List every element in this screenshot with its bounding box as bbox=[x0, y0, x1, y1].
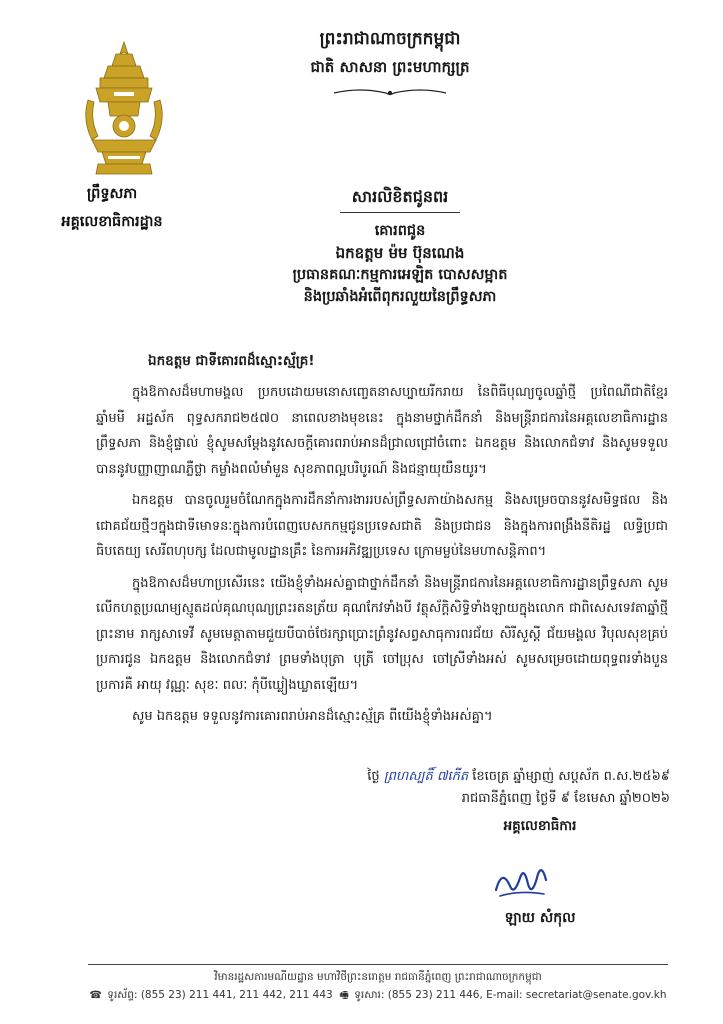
footer-address: វិមានរដ្ឋសភារមណីយដ្ឋាន មហាវិថីព្រះនរោត្តម រាជធានីភ្នំពេញ ព្រះរាជាណាចក្រកម្ពុជា bbox=[214, 971, 542, 983]
recipient-title-line2: និងប្រឆាំងអំពើពុករលួយនៃព្រឹទ្ធសភា bbox=[303, 289, 497, 305]
national-motto: ជាតិ សាសនា ព្រះមហាក្សត្រ bbox=[310, 58, 470, 76]
closing-line: សូម ឯកឧត្តម ទទួលនូវការគោរពរាប់អានដ៏ស្មោះស្ម័គ្រ ពីយើងខ្ញុំទាំងអស់គ្នា។ bbox=[132, 709, 493, 724]
senate-emblem-graphic bbox=[78, 40, 170, 176]
lunar-date-handwritten: ព្រហស្បតិ៍ ៧កើត bbox=[383, 769, 469, 784]
phone-icon: ☎ bbox=[89, 990, 102, 1001]
institution-name: ព្រឹទ្ធសភា bbox=[86, 186, 138, 202]
fax-number: (855 23) 211 446, bbox=[387, 989, 483, 1001]
signatory-name: ឡាយ សំកុល bbox=[504, 910, 576, 926]
date-block bbox=[330, 766, 670, 810]
recipient-name: ឯកឧត្តម ម៉ម ប៊ុនណេង bbox=[335, 244, 465, 262]
fax-icon: 🖷 bbox=[339, 990, 349, 1001]
fax-label: ទូរសារ: bbox=[354, 989, 385, 1001]
phone-numbers: (855 23) 211 441, 211 442, 211 443 bbox=[140, 989, 333, 1001]
letter-body bbox=[96, 346, 668, 730]
lunar-date-rest: ខែចេត្រ ឆ្នាំម្សាញ់ សប្តស័ក ព.ស.២៥៦៩ bbox=[472, 769, 670, 784]
senate-emblem bbox=[78, 40, 170, 176]
salutation: ឯកឧត្តម ជាទីគោរពដ៏ស្មោះស្ម័គ្រ! bbox=[148, 353, 315, 369]
letter-heading bbox=[140, 182, 660, 308]
phone-label: ទូរស័ព្ទ: bbox=[107, 989, 138, 1001]
body-paragraph-3: ក្នុងឱកាសដ៏មហាប្រសើរនេះ យើងខ្ញុំទាំងអស់គ្នាជាថ្នាក់ដឹកនាំ និងមន្ត្រីរាជការនៃអគ្គលេខាធិការដ្ឋានព្រឹទ្ធសភា សូមលើកហត្ថប្រណម្យស្មូតដល់គុណបុណ្យព្រះរតនត្រ័យ គុណកែវទាំងបី វត្ថុស័ក្តិសិទ្ធិទាំងឡាយក្នុងលោក ជាពិសេសទេវតាឆ្នាំថ្មីព្រះនាម រាក្សសាទេវី សូមមេត្តាតាមជួយបីបាច់ថែរក្សាប្រោះព្រំនូវសព្វសាធុការពរជ័យ សិរីសួស្តី ជ័យមង្គល វិបុលសុខគ្រប់ប្រការជូន ឯកឧត្តម និងលោកជំទាវ ព្រមទាំងបុត្រា បុត្រី ចៅប្រុស ចៅស្រីទាំងអស់ សូមសម្រេចដោយពុទ្ធពរទាំងបួនប្រការគឺ អាយុ វណ្ណៈ សុខៈ ពលៈ កុំបីឃ្លៀងឃ្លាតឡើយ។ bbox=[96, 575, 668, 693]
footer-divider bbox=[88, 964, 668, 965]
solar-date: រាជធានីភ្នំពេញ ថ្ងៃទី ៩ ខែមេសា ឆ្នាំ២០២៦ bbox=[461, 791, 670, 806]
kingdom-name: ព្រះរាជាណាចក្រកម្ពុជា bbox=[319, 29, 461, 49]
lunar-date bbox=[330, 766, 670, 788]
tactfully-ornament-icon bbox=[330, 86, 450, 100]
title-divider bbox=[340, 212, 460, 213]
body-paragraph-1: ក្នុងឱកាសដ៏មហាមង្គល ប្រកបដោយមនោសញ្ចេតនាសប្បាយរីករាយ នៃពិធីបុណ្យចូលឆ្នាំថ្មី ប្រពៃណីជាតិខ្មែរ ឆ្នាំមមី អដ្ឋស័ក ពុទ្ធសករាជ២៥៧០ នាពេលខាងមុខនេះ ក្នុងនាមថ្នាក់ដឹកនាំ និងមន្ត្រីរាជការនៃអគ្គលេខាធិការដ្ឋានព្រឹទ្ធសភា និងខ្ញុំផ្ទាល់ ខ្ញុំសូមសម្តែងនូវសេចក្តីគោរពរាប់អានដ៏ជ្រាលជ្រៅចំពោះ ឯកឧត្តម និងលោកជំទាវ និងសូមទទួលបាននូវបញ្ញាញាណភ្លឺថ្លា កម្លាំងពលំមាំមួន សុខភាពល្អបរិបូរណ៍ និងជន្មាយុយឺនយូរ។ bbox=[96, 385, 668, 477]
document-title: សារលិខិតជូនពរ bbox=[351, 187, 449, 206]
handwritten-signature-icon bbox=[486, 860, 556, 904]
signatory-role: អគ្គលេខាធិការ bbox=[503, 818, 577, 834]
institution-department: អគ្គលេខាធិការដ្ឋាន bbox=[61, 214, 163, 230]
footer-contacts bbox=[88, 986, 668, 1005]
body-paragraph-2: ឯកឧត្តម បានចូលរួមចំណែកក្នុងការដឹកនាំការងាររបស់ព្រឹទ្ធសភាយ៉ាងសកម្ម និងសម្រេចបាននូវសមិទ្ធផល និងជោគជ័យថ្មីៗក្នុងជាទីមោទនៈក្នុងការបំពេញបេសកកម្មជូនប្រទេសជាតិ និងប្រជាជន និងក្នុងការពង្រឹងនីតិរដ្ឋ លទ្ធិប្រជាធិបតេយ្យ សេរីពហុបក្ស ដែលជាមូលដ្ឋានគ្រឹះ នៃការអភិវឌ្ឍប្រទេស ក្រោមម្លប់នៃមហាសន្តិភាព។ bbox=[96, 493, 668, 559]
footer bbox=[88, 968, 668, 1005]
addressed-to-label: គោរពជូន bbox=[374, 223, 426, 239]
email-address: E-mail: secretariat@senate.gov.kh bbox=[486, 989, 667, 1001]
lunar-date-prefix: ថ្ងៃ bbox=[367, 769, 380, 784]
kingdom-header bbox=[240, 24, 540, 100]
recipient-title-line1: ប្រធានគណៈកម្មការអេឡិត បោសសម្អាត bbox=[292, 267, 508, 283]
